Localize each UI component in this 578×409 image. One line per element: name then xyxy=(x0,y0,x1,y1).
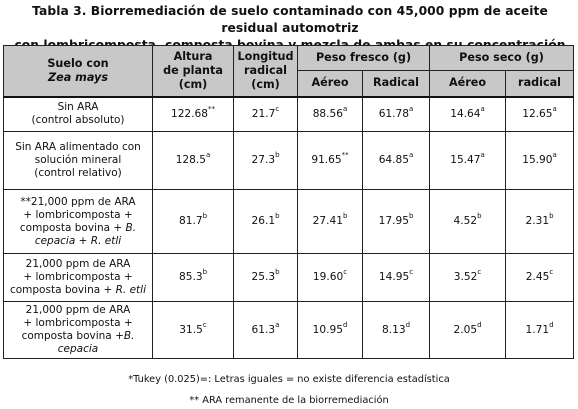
significance-letter: b xyxy=(275,151,280,160)
value-cell xyxy=(298,132,363,190)
value-cell xyxy=(430,97,506,132)
header-altura-line-1: Altura xyxy=(173,49,213,63)
table-row xyxy=(4,190,574,254)
value-cell xyxy=(506,302,574,359)
header-aereo-seco: Aéreo xyxy=(430,71,506,97)
significance-letter: a xyxy=(409,151,414,160)
row-label xyxy=(4,302,153,359)
footnote-ara: ** ARA remanente de la biorremediación xyxy=(189,395,389,406)
value-cell xyxy=(153,132,234,190)
significance-letter: b xyxy=(342,212,348,221)
cell-value: 61.78 xyxy=(378,107,410,120)
row-label-line: 21,000 ppm de ARA xyxy=(25,304,131,316)
row-label-line: + lombricomposta + xyxy=(23,317,133,329)
cell-value: 4.52 xyxy=(453,215,478,227)
cell-value: 15.90 xyxy=(522,154,553,166)
footnote-tukey: *Tukey (0.025)=: Letras iguales = no existe diferencia estadística xyxy=(128,374,450,385)
value-cell xyxy=(234,302,298,359)
value-cell xyxy=(234,132,298,190)
significance-letter: c xyxy=(202,320,207,329)
cell-value: 14.64 xyxy=(450,107,481,120)
header-radical-seco: radical xyxy=(506,71,574,97)
header-altura xyxy=(153,46,234,97)
row-label-line: **21,000 ppm de ARA xyxy=(20,195,136,208)
significance-letter: b xyxy=(477,212,482,221)
header-suelo xyxy=(4,46,153,97)
value-cell xyxy=(234,190,298,254)
header-suelo-line-2: Zea mays xyxy=(48,70,108,84)
significance-letter: c xyxy=(477,268,482,277)
value-cell xyxy=(298,190,363,254)
significance-letter: c xyxy=(549,268,554,277)
table-body xyxy=(4,97,574,359)
cell-value: 122.68 xyxy=(170,107,209,120)
value-cell xyxy=(153,190,234,254)
header-peso-seco: Peso seco (g) xyxy=(430,46,574,71)
row-label xyxy=(4,254,153,302)
cell-value: 81.7 xyxy=(178,215,203,227)
cell-value: 8.13 xyxy=(381,323,406,336)
row-label-line: solución mineral xyxy=(34,154,122,166)
value-cell xyxy=(153,97,234,132)
value-cell xyxy=(430,190,506,254)
value-cell xyxy=(153,302,234,359)
header-aereo-fresco: Aéreo xyxy=(298,71,363,97)
significance-letter: a xyxy=(343,105,348,114)
row-label-line: 21,000 ppm de ARA xyxy=(25,258,131,270)
value-cell xyxy=(506,132,574,190)
table-row xyxy=(4,254,574,302)
value-cell xyxy=(506,190,574,254)
value-cell xyxy=(363,254,430,302)
cell-value: 10.95 xyxy=(312,323,343,336)
cell-value: 2.31 xyxy=(525,215,550,227)
row-label-line: Sin ARA xyxy=(57,101,99,114)
value-cell xyxy=(363,190,430,254)
header-row-1 xyxy=(4,46,574,71)
header-peso-fresco: Peso fresco (g) xyxy=(298,46,430,71)
caption-line-1: Tabla 3. Biorremediación de suelo contaminado con 45,000 ppm de aceite residual automotriz xyxy=(32,4,548,35)
row-label-line: + lombricomposta + xyxy=(23,271,133,283)
cell-value: 12.65 xyxy=(522,107,553,120)
significance-letter: b xyxy=(408,212,414,221)
significance-letter: b xyxy=(202,268,208,277)
significance-letter: a xyxy=(480,151,485,160)
value-cell xyxy=(363,302,430,359)
cell-value: 61.3 xyxy=(251,323,276,336)
cell-value: 64.85 xyxy=(378,154,410,166)
header-altura-line-2: de planta xyxy=(163,63,223,77)
significance-letter: b xyxy=(549,212,554,221)
row-label-line: Sin ARA alimentado con xyxy=(15,141,141,153)
value-cell xyxy=(506,97,574,132)
header-longitud-line-1: Longitud xyxy=(237,49,294,63)
value-cell xyxy=(430,132,506,190)
significance-letter: b xyxy=(202,212,208,221)
significance-letter: c xyxy=(275,105,280,114)
cell-value: 85.3 xyxy=(178,271,203,283)
row-label-line: (control absoluto) xyxy=(31,114,125,127)
header-longitud xyxy=(234,46,298,97)
cell-value: 91.65 xyxy=(311,154,342,166)
value-cell xyxy=(298,302,363,359)
header-longitud-line-2: radical xyxy=(244,63,287,77)
significance-letter: a xyxy=(275,320,280,329)
significance-letter: d xyxy=(342,320,348,329)
value-cell xyxy=(153,254,234,302)
value-cell xyxy=(363,132,430,190)
header-altura-line-3: (cm) xyxy=(178,77,208,91)
row-label xyxy=(4,132,153,190)
cell-value: 31.5 xyxy=(179,323,203,336)
value-cell xyxy=(506,254,574,302)
significance-letter: a xyxy=(552,105,557,114)
row-label-line: composta bovina + R. etli xyxy=(9,284,147,296)
cell-value: 27.3 xyxy=(251,154,276,166)
cell-value: 128.5 xyxy=(175,154,207,166)
cell-value: 26.1 xyxy=(251,215,276,227)
cell-value: 27.41 xyxy=(312,215,343,227)
significance-letter: a xyxy=(552,151,557,160)
value-cell xyxy=(430,302,506,359)
cell-value: 2.05 xyxy=(453,323,478,336)
cell-value: 21.7 xyxy=(251,107,276,120)
significance-letter: d xyxy=(549,320,554,329)
significance-letter: a xyxy=(480,105,485,114)
row-label xyxy=(4,190,153,254)
cell-value: 17.95 xyxy=(378,215,409,227)
cell-value: 88.56 xyxy=(312,107,344,120)
cell-value: 2.45 xyxy=(525,271,550,283)
significance-letter: a xyxy=(409,105,414,114)
significance-letter: ** xyxy=(341,151,349,160)
value-cell xyxy=(363,97,430,132)
cell-value: 25.3 xyxy=(251,271,276,283)
row-label-line: composta bovina + B. xyxy=(19,221,137,234)
table-row xyxy=(4,132,574,190)
cell-value: 15.47 xyxy=(450,154,481,166)
significance-letter: a xyxy=(206,151,211,160)
row-label-line: + lombricomposta + xyxy=(23,208,133,221)
cell-value: 1.71 xyxy=(525,323,550,336)
value-cell xyxy=(234,254,298,302)
header-suelo-line-1: Suelo con xyxy=(47,56,109,70)
row-label-line: (control relativo) xyxy=(34,167,122,179)
significance-letter: b xyxy=(275,268,280,277)
significance-letter: d xyxy=(477,320,482,329)
table-row xyxy=(4,302,574,359)
significance-letter: ** xyxy=(208,105,216,114)
value-cell xyxy=(430,254,506,302)
value-cell xyxy=(234,97,298,132)
row-label-line: cepacia + R. etli xyxy=(34,234,122,247)
table-row xyxy=(4,97,574,132)
significance-letter: b xyxy=(275,212,280,221)
significance-letter: d xyxy=(405,320,411,329)
value-cell xyxy=(298,97,363,132)
header-longitud-line-3: (cm) xyxy=(251,77,280,91)
row-label xyxy=(4,97,153,132)
results-table xyxy=(3,45,574,359)
cell-value: 14.95 xyxy=(378,271,410,283)
significance-letter: c xyxy=(343,268,348,277)
value-cell xyxy=(298,254,363,302)
cell-value: 3.52 xyxy=(453,271,478,283)
row-label-line: cepacia xyxy=(57,343,99,355)
header-radical-fresco: Radical xyxy=(363,71,430,97)
cell-value: 19.60 xyxy=(312,271,344,283)
significance-letter: c xyxy=(409,268,414,277)
row-label-line: composta bovina +B. xyxy=(21,330,135,342)
